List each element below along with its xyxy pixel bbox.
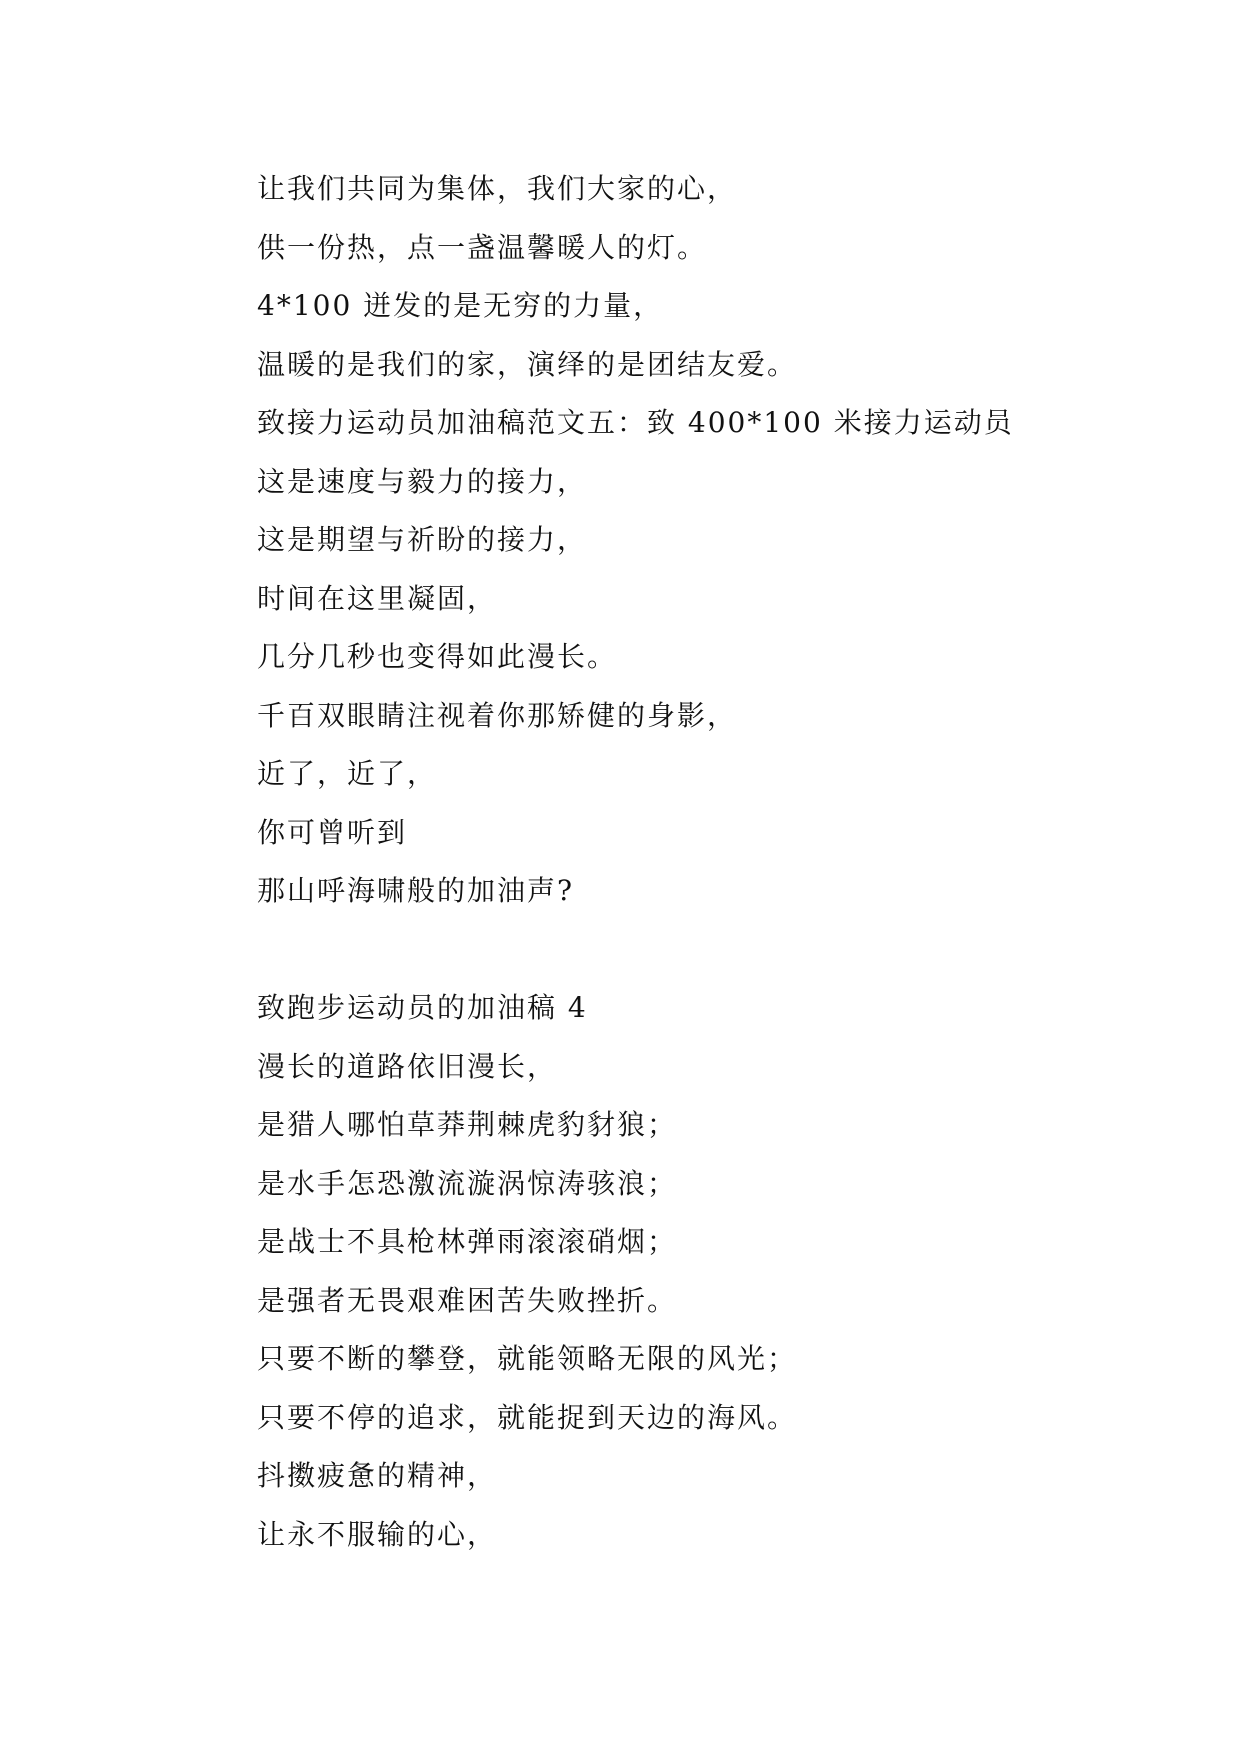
text-line: 几分几秒也变得如此漫长。	[257, 640, 618, 673]
text-line: 近了，近了，	[257, 757, 438, 790]
text-line: 是猎人哪怕草莽荆棘虎豹豺狼；	[257, 1108, 678, 1141]
text-line: 抖擞疲惫的精神，	[257, 1459, 498, 1492]
text-line: 千百双眼睛注视着你那矫健的身影，	[257, 698, 738, 732]
text-line: 供一份热，点一盏温馨暖人的灯。	[257, 230, 708, 264]
text-line: 这是速度与毅力的接力，	[257, 464, 588, 498]
text-line: 是战士不具枪林弹雨滚滚硝烟；	[257, 1225, 678, 1258]
text-line: 这是期望与祈盼的接力，	[257, 523, 588, 556]
text-line: 让永不服输的心，	[257, 1517, 498, 1551]
text-line: 4*100 迸发的是无穷的力量，	[257, 289, 664, 322]
document-body	[257, 160, 1157, 1564]
text-line: 你可曾听到	[257, 815, 408, 849]
text-line: 温暖的是我们的家，演绎的是团结友爱。	[257, 347, 798, 381]
text-line: 只要不断的攀登，就能领略无限的风光；	[257, 1342, 798, 1375]
section-heading: 致接力运动员加油稿范文五：致 400*100 米接力运动员	[257, 406, 1014, 439]
text-line: 时间在这里凝固，	[257, 581, 498, 615]
paragraph-gap	[257, 921, 1157, 980]
text-line: 那山呼海啸般的加油声?	[257, 874, 575, 907]
text-line: 让我们共同为集体，我们大家的心，	[257, 172, 738, 205]
text-line: 是强者无畏艰难困苦失败挫折。	[257, 1283, 678, 1317]
text-line: 只要不停的追求，就能捉到天边的海风。	[257, 1400, 798, 1434]
text-line: 漫长的道路依旧漫长，	[257, 1049, 558, 1083]
section-heading: 致跑步运动员的加油稿 4	[257, 991, 588, 1024]
text-line: 是水手怎恐激流漩涡惊涛骇浪；	[257, 1166, 678, 1200]
